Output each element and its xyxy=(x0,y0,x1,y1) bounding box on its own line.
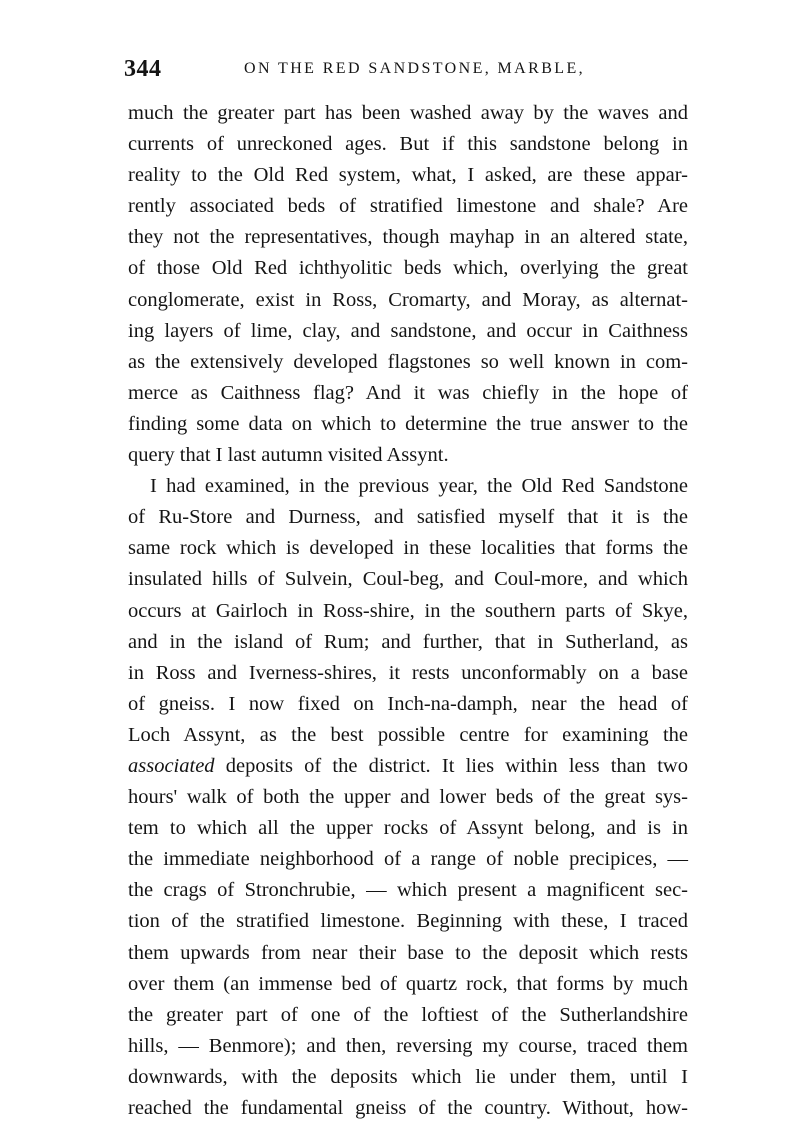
page-number: 344 xyxy=(124,56,162,82)
paragraph-end-line: query that I last autumn visited Assynt. xyxy=(128,444,449,467)
text-line: hills, — Benmore); and then, reversing my course, traced them xyxy=(128,1034,688,1057)
text-line: much the greater part has been washed away by the waves and xyxy=(128,102,688,124)
text-line: rently associated beds of stratified limestone and shale? Are xyxy=(128,195,688,218)
text-line: reality to the Old Red system, what, I asked, are these appar- xyxy=(128,164,688,187)
text-line: tion of the stratified limestone. Beginning with these, I traced xyxy=(128,910,688,933)
text-line: the immediate neighborhood of a range of noble precipices, — xyxy=(128,848,688,871)
text-line: same rock which is developed in these localities that forms the xyxy=(128,537,688,560)
text-line: reached the fundamental gneiss of the country. Without, how- xyxy=(128,1097,688,1119)
text-line: and in the island of Rum; and further, that in Sutherland, as xyxy=(128,630,688,653)
text-line: finding some data on which to determine the true answer to the xyxy=(128,412,688,435)
text-line: ing layers of lime, clay, and sandstone, and occur in Caithness xyxy=(128,319,688,342)
text-line: occurs at Gairloch in Ross-shire, in the southern parts of Skye, xyxy=(128,599,688,622)
text-line xyxy=(128,751,688,782)
text-line: Loch Assynt, as the best possible centre for examining the xyxy=(128,723,688,746)
text-line: the crags of Stronchrubie, — which present a magnificent sec- xyxy=(128,879,688,902)
text-line: hours' walk of both the upper and lower beds of the great sys- xyxy=(128,786,688,809)
text-line: over them (an immense bed of quartz rock, that forms by much xyxy=(128,972,688,995)
text-line: downwards, with the deposits which lie under them, until I xyxy=(128,1065,688,1088)
text-line: the greater part of one of the loftiest of the Sutherlandshire xyxy=(128,1003,688,1026)
text-line: tem to which all the upper rocks of Assynt belong, and is in xyxy=(128,817,688,840)
running-title: ON THE RED SANDSTONE, MARBLE, xyxy=(244,60,586,77)
text-line: of gneiss. I now fixed on Inch-na-damph, near the head of xyxy=(128,692,688,715)
body-text xyxy=(128,98,688,1124)
running-head xyxy=(124,56,684,86)
paragraph-start-line: I had examined, in the previous year, the Old Red Sandstone xyxy=(150,475,688,498)
italic-word: associated xyxy=(128,754,215,777)
text-line: conglomerate, exist in Ross, Cromarty, and Moray, as alternat- xyxy=(128,288,688,311)
text-line: of those Old Red ichthyolitic beds which, overlying the great xyxy=(128,257,688,280)
text-line: merce as Caithness flag? And it was chiefly in the hope of xyxy=(128,381,688,404)
text-line: they not the representatives, though mayhap in an altered state, xyxy=(128,226,688,249)
text-line: insulated hills of Sulvein, Coul-beg, and Coul-more, and which xyxy=(128,568,688,591)
text-line: as the extensively developed flagstones so well known in com- xyxy=(128,350,688,373)
text-line: them upwards from near their base to the deposit which rests xyxy=(128,941,688,964)
text-line: currents of unreckoned ages. But if this sandstone belong in xyxy=(128,133,688,156)
text-line: in Ross and Iverness-shires, it rests unconformably on a base xyxy=(128,661,688,684)
text-line: of Ru-Store and Durness, and satisfied myself that it is the xyxy=(128,506,688,529)
line-rest: deposits of the district. It lies within less than two xyxy=(214,754,688,777)
